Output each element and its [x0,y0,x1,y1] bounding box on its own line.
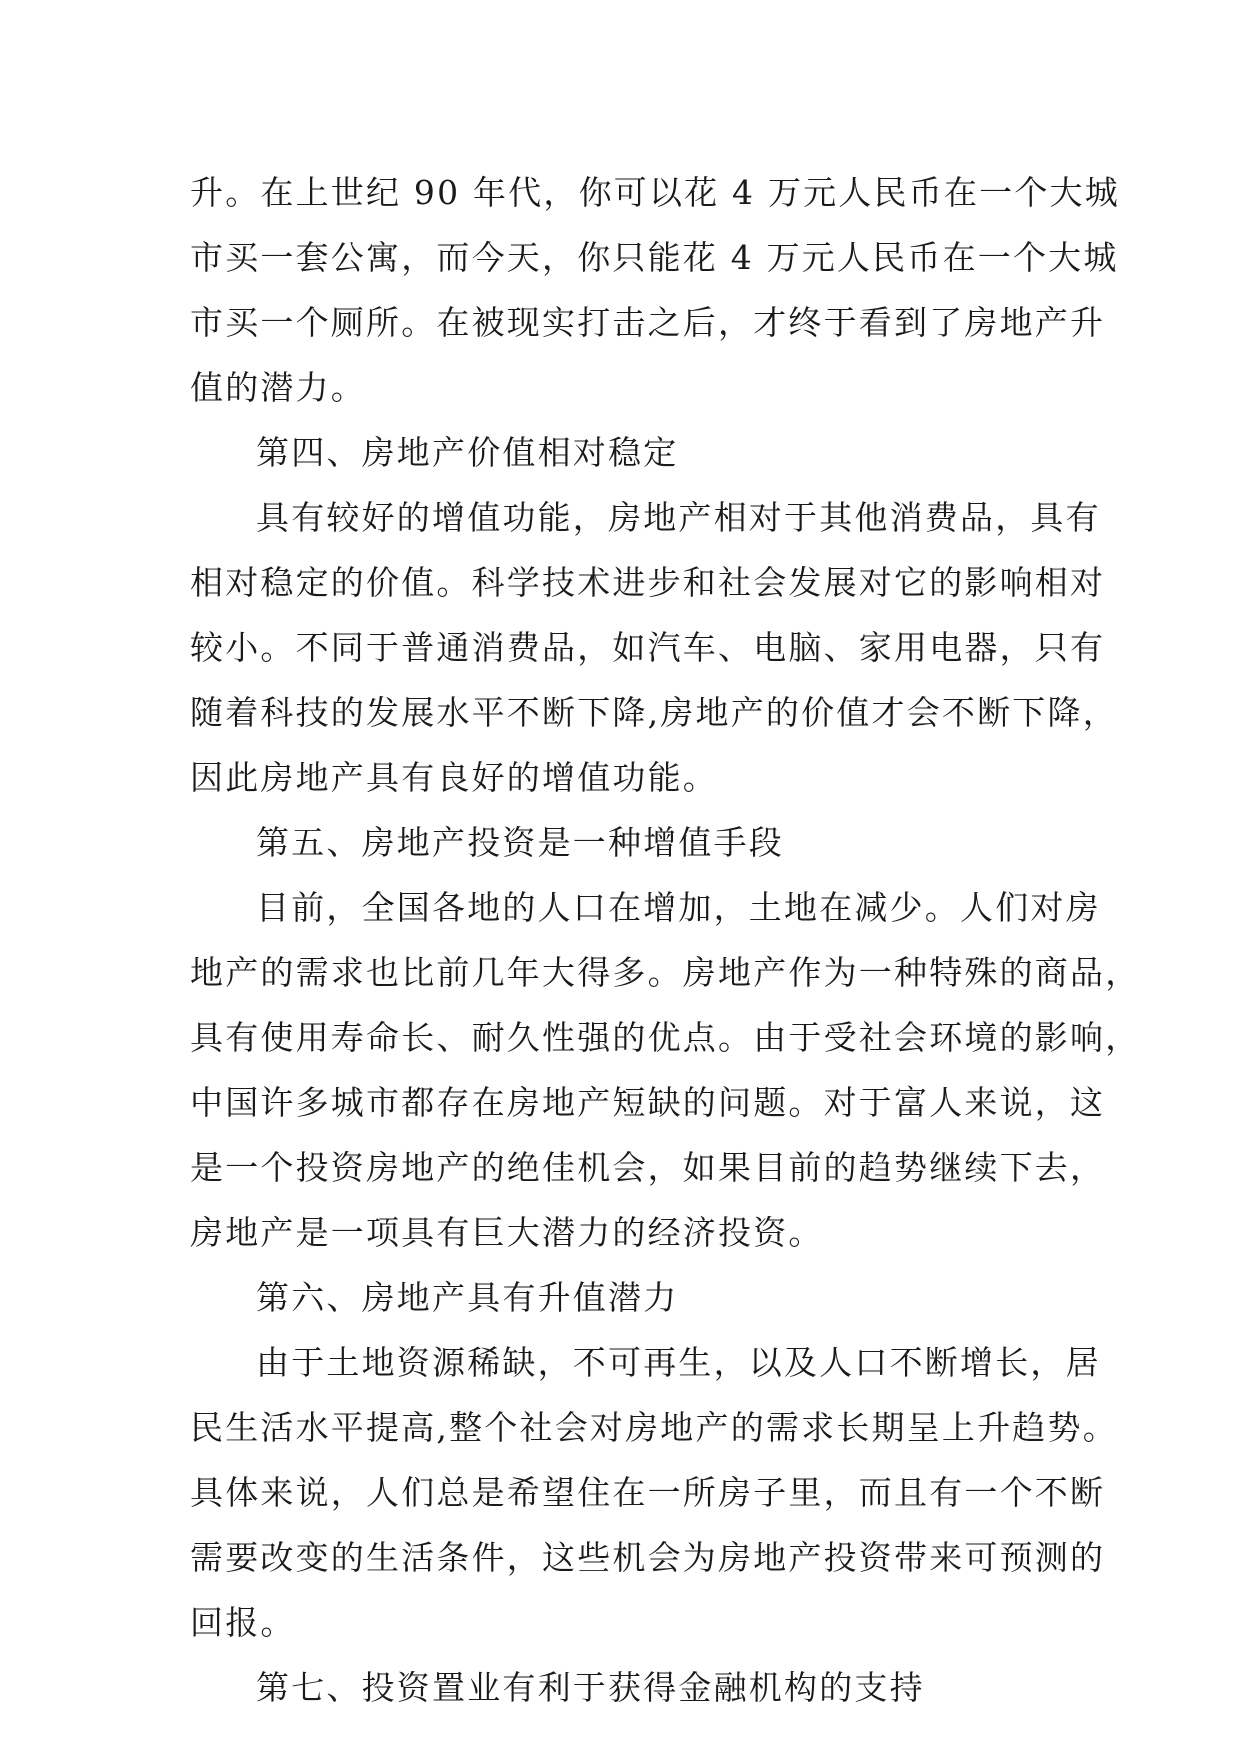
paragraph-line: 市买一套公寓，而今天，你只能花 4 万元人民币在一个大城 [190,238,1119,277]
section-heading-4: 第四、房地产价值相对稳定 [256,433,679,472]
paragraph-line: 地产的需求也比前几年大得多。房地产作为一种特殊的商品， [190,953,1141,992]
paragraph-line: 需要改变的生活条件，这些机会为房地产投资带来可预测的 [190,1538,1106,1577]
paragraph-line: 是一个投资房地产的绝佳机会，如果目前的趋势继续下去， [190,1148,1106,1187]
paragraph-line: 房地产是一项具有巨大潜力的经济投资。 [190,1213,824,1252]
paragraph-line: 目前，全国各地的人口在增加，土地在减少。人们对房 [256,888,1101,927]
paragraph-line: 回报。 [190,1603,296,1642]
paragraph-line: 具体来说，人们总是希望住在一所房子里，而且有一个不断 [190,1473,1106,1512]
document-body [190,160,1141,1720]
paragraph-line: 因此房地产具有良好的增值功能。 [190,758,718,797]
paragraph-line: 值的潜力。 [190,368,366,407]
paragraph-line: 市买一个厕所。在被现实打击之后，才终于看到了房地产升 [190,303,1106,342]
paragraph-line: 随着科技的发展水平不断下降,房地产的价值才会不断下降， [190,693,1118,732]
paragraph-line: 具有使用寿命长、耐久性强的优点。由于受社会环境的影响， [190,1018,1141,1057]
paragraph-line: 升。在上世纪 90 年代，你可以花 4 万元人民币在一个大城 [190,173,1120,212]
section-heading-7: 第七、投资置业有利于获得金融机构的支持 [256,1668,925,1707]
paragraph-line: 具有较好的增值功能，房地产相对于其他消费品，具有 [256,498,1101,537]
paragraph-line: 中国许多城市都存在房地产短缺的问题。对于富人来说，这 [190,1083,1106,1122]
section-heading-5: 第五、房地产投资是一种增值手段 [256,823,784,862]
paragraph-line: 民生活水平提高,整个社会对房地产的需求长期呈上升趋势。 [190,1408,1118,1447]
section-heading-6: 第六、房地产具有升值潜力 [256,1278,679,1317]
paragraph-line: 相对稳定的价值。科学技术进步和社会发展对它的影响相对 [190,563,1106,602]
paragraph-line: 较小。不同于普通消费品，如汽车、电脑、家用电器，只有 [190,628,1106,667]
paragraph-line: 由于土地资源稀缺，不可再生，以及人口不断增长，居 [256,1343,1101,1382]
